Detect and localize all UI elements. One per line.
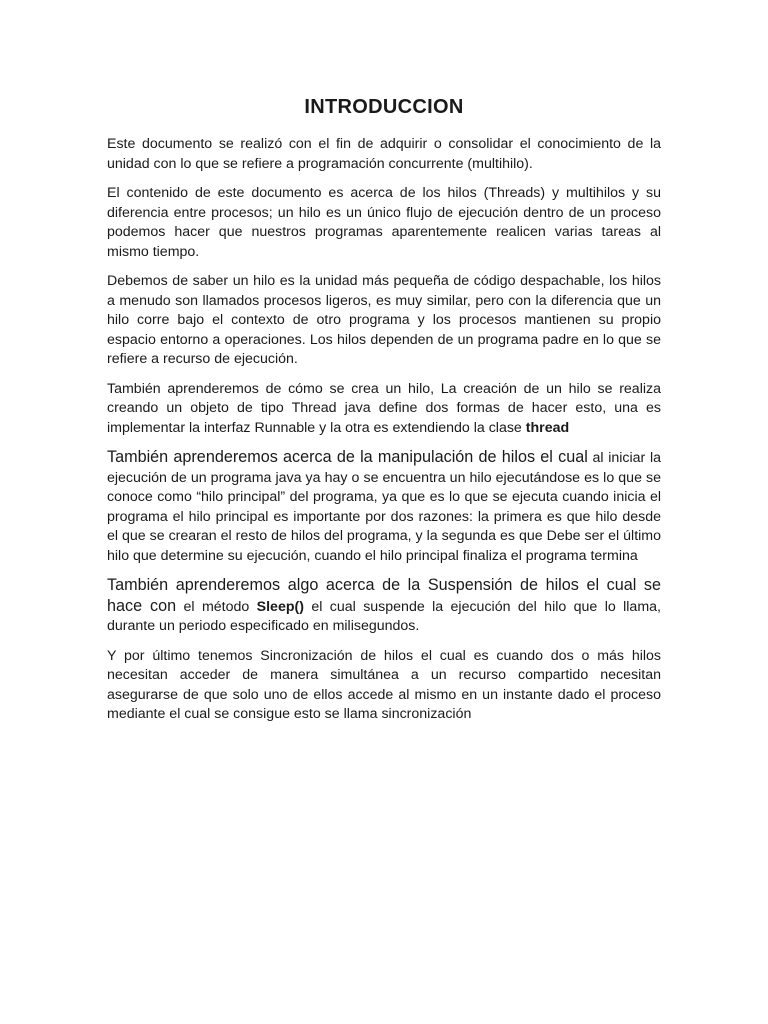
paragraph-thread-suspension-lead: También aprenderemos algo acerca de la Suspensión de hilos el cual se hace con [107,576,661,615]
paragraph-thread-suspension-text: el cual suspende la ejecución del hilo que lo llama, durante un periodo especificado en milisegundos. [107,598,661,634]
paragraph-thread-manipulation [107,448,661,566]
paragraph-thread-manipulation-lead: También aprenderemos acerca de la manipulación de hilos el cual [107,448,588,466]
paragraph-intro: Este documento se realizó con el fin de adquirir o consolidar el conocimiento de la unidad con lo que se refiere a programación concurrente (multihilo). [107,136,661,172]
paragraph-thread-definition: Debemos de saber un hilo es la unidad más pequeña de código despachable, los hilos a menudo son llamados procesos ligeros, es muy similar, pero con la diferencia que un hilo corre bajo el contexto de otro programa y los procesos mantienen su propio espacio entorno a operaciones. Los hilos dependen de un programa padre en lo que se refiere a recurso de ejecución. [107,273,677,367]
paragraph-thread-creation-text: También aprenderemos de cómo se crea un hilo, La creación de un hilo se realiza creando un objeto de tipo Thread java define dos formas de hacer esto, una es implementar la interfaz Runnable y la otra es extendiendo la clase [107,380,661,436]
paragraph-thread-synchronization: Y por último tenemos Sincronización de hilos el cual es cuando dos o más hilos necesitan acceder de manera simultánea a un recurso compartido necesitan asegurarse de que solo uno de ellos accede al mismo en un instante dado el proceso mediante el cual se consigue esto se llama sincronización [107,647,661,722]
paragraph-thread-creation [107,380,661,439]
paragraph-thread-suspension-pre: el método [176,598,257,615]
keyword-thread: thread [525,419,570,436]
paragraph-content: El contenido de este documento es acerca de los hilos (Threads) y multihilos y su diferencia entre procesos; un hilo es un único flujo de ejecución dentro de un proceso podemos hacer que nuestros programas aparentemente realicen varias tareas al mismo tiempo. [107,185,661,260]
paragraph-thread-suspension [107,576,661,637]
page-title: INTRODUCCION [304,96,464,118]
paragraph-thread-manipulation-text: al iniciar la ejecución de un programa java ya hay o se encuentra un hilo ejecutándose es lo que se conoce como “hilo principal” del programa, ya que es lo que se ejecuta cuando inicia el programa el hilo principal es importante por dos razones: la primera es que hilo desde el que se crearan el resto de hilos del programa, y la segunda es que Debe ser el último hilo que determine su ejecución, cuando el hilo principal finaliza el programa termina [107,450,661,564]
document-page [107,95,677,735]
keyword-sleep: Sleep() [256,598,304,615]
